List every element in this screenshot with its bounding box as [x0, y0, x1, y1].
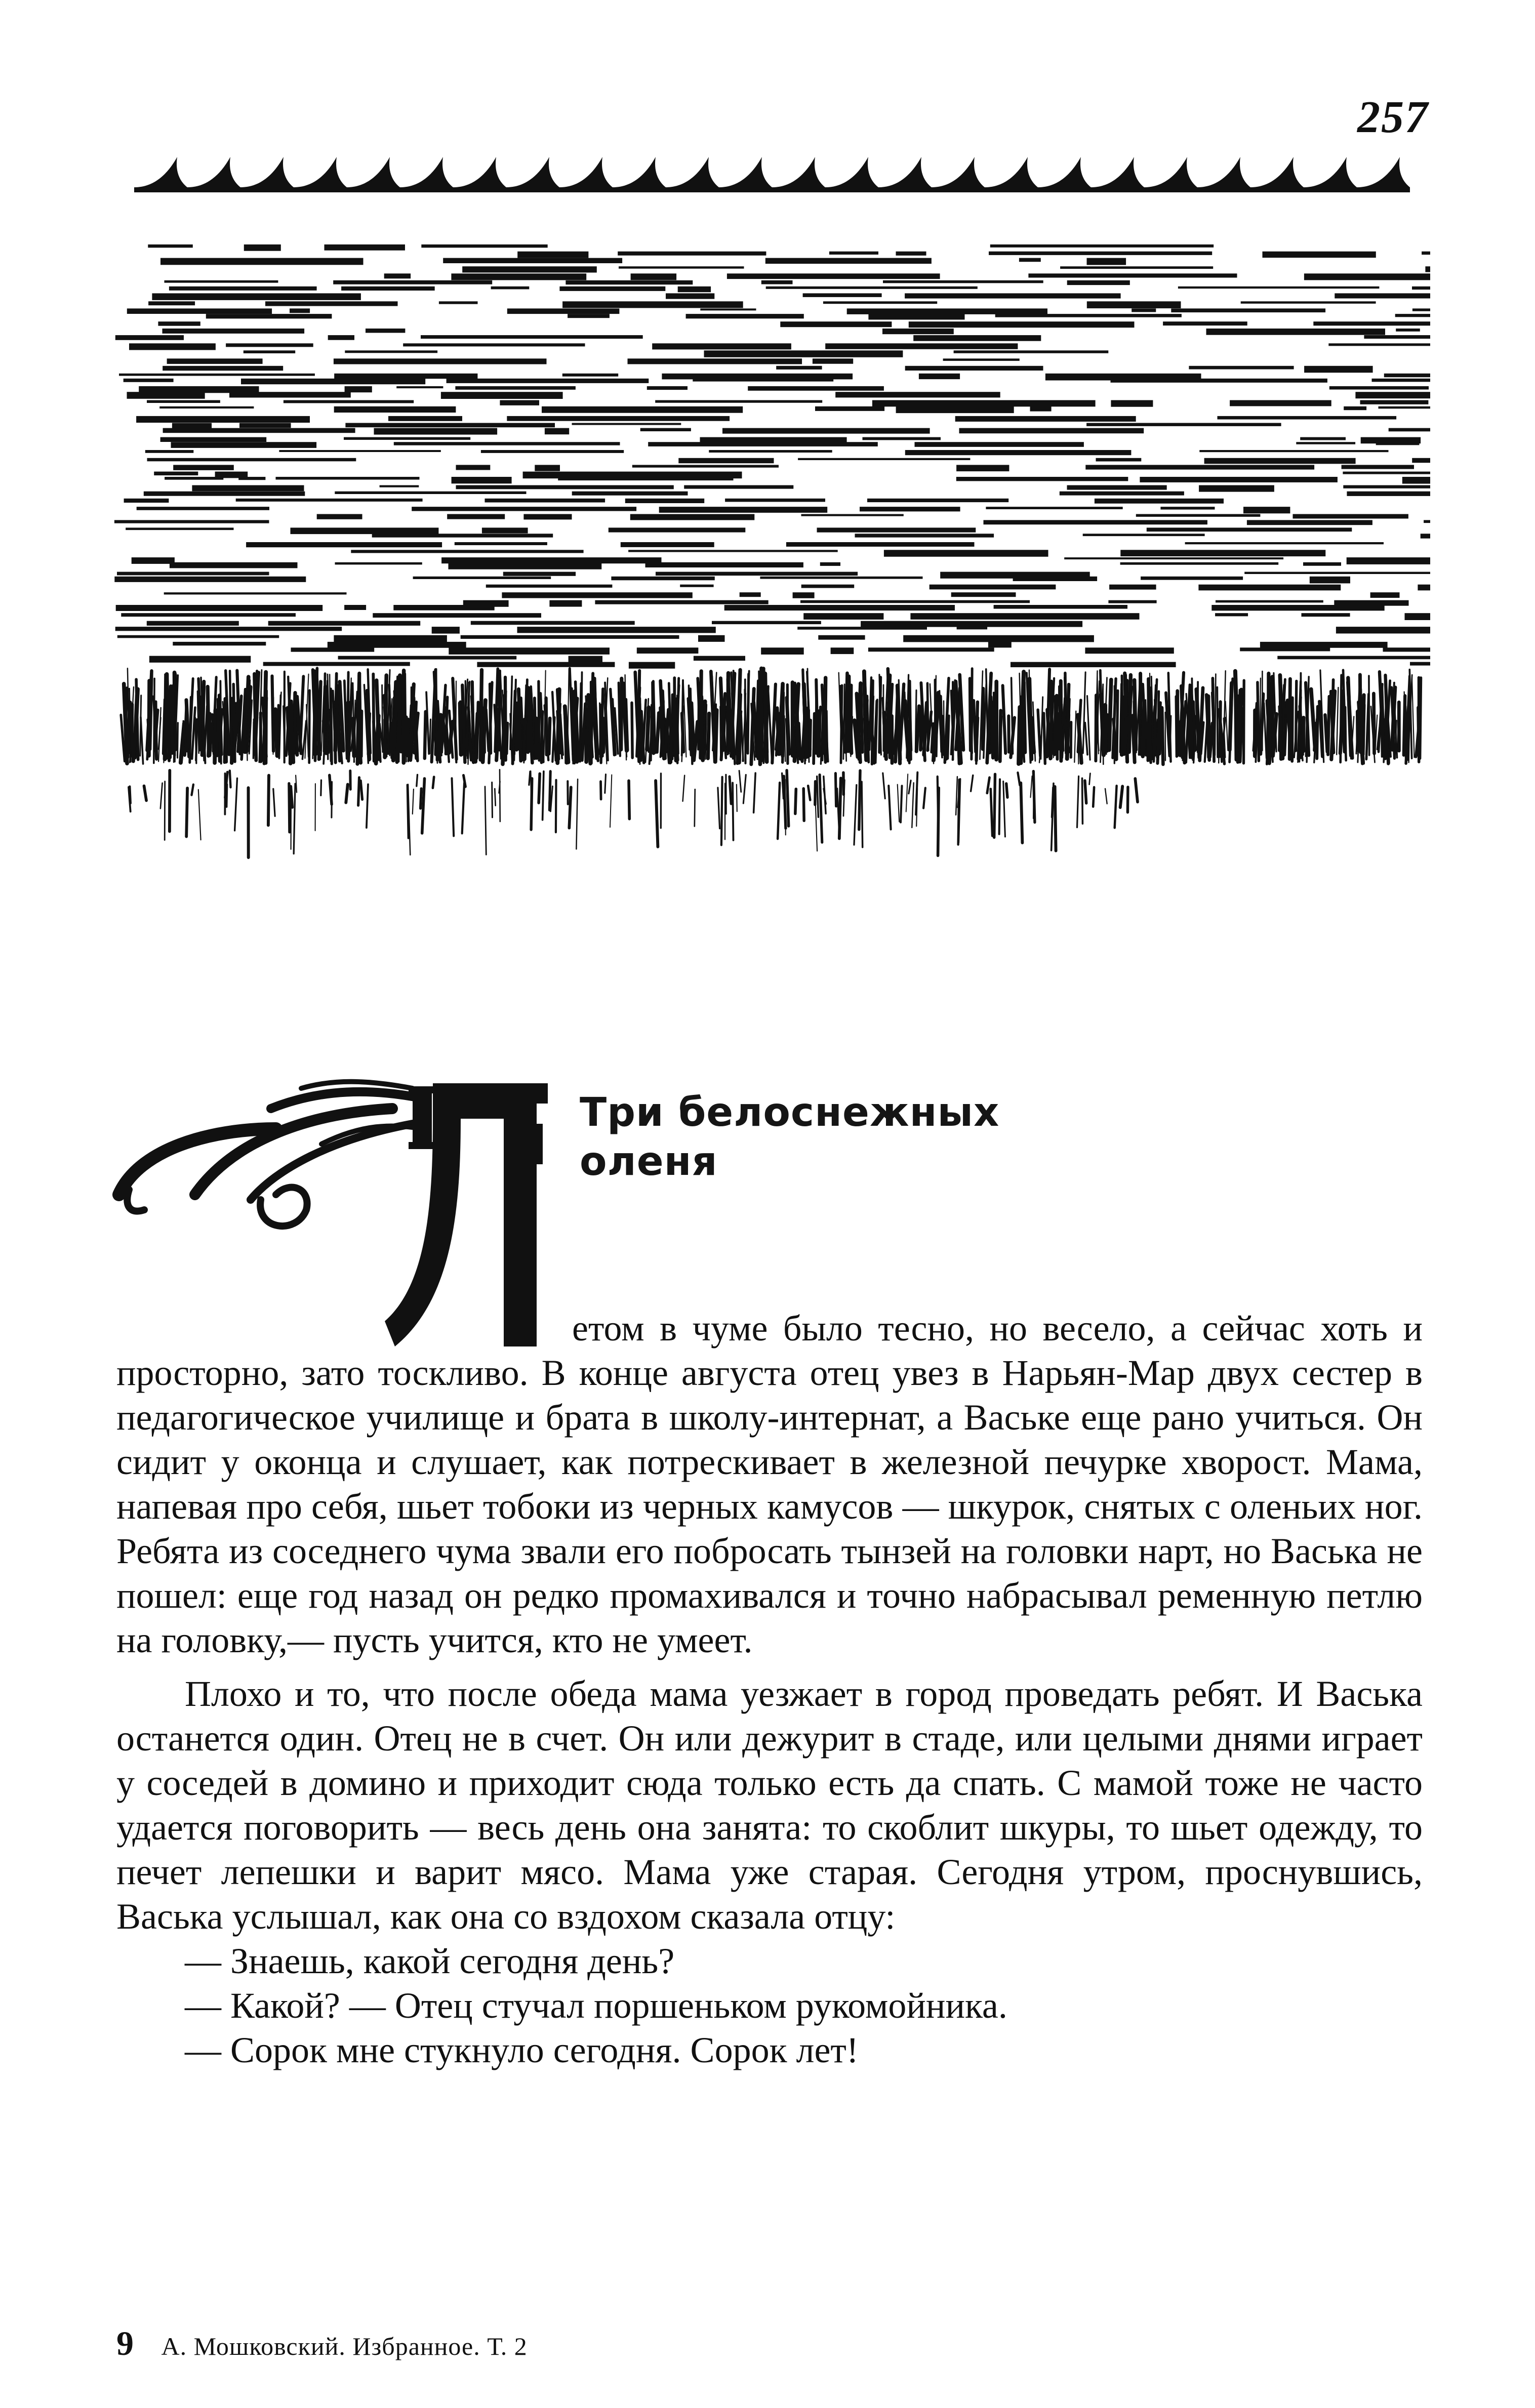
chapter-title — [580, 1088, 999, 1186]
dialogue-line-1: — Знаешь, какой сегодня день? — [185, 1941, 675, 1981]
chapter-title-line-2: оленя — [580, 1138, 718, 1185]
dialogue-line-2: — Какой? — Отец стучал поршеньком рукомойника. — [185, 1985, 1007, 2026]
signature-number: 9 — [116, 2324, 134, 2362]
chapter-title-line-1: Три белоснежных — [580, 1090, 1000, 1135]
tundra-landscape-illustration — [114, 233, 1430, 891]
dialogue-line-3: — Сорок мне стукнуло сегодня. Сорок лет! — [185, 2030, 859, 2070]
footer-text: А. Мошковский. Избранное. Т. 2 — [161, 2332, 528, 2360]
paragraph-2: Плохо и то, что после обеда мама уезжает в город проведать ребят. И Васька останется один. Отец не в счет. Он или дежурит в стаде, или целыми днями играет у соседей в домино и приходит сюда только есть да спать. С мамой тоже не часто удается поговорить — весь день она занята: то скоблит шкуры, то шьет одежду, то печет лепешки и варит мясо. Мама уже старая. Сегодня утром, проснувшись, Васька услышал, как она со вздохом сказала отцу: — [116, 1674, 1423, 1937]
page-number: 257 — [1357, 92, 1429, 142]
paragraph-1: етом в чуме было тесно, но весело, а сейчас хоть и просторно, зато тоскливо. В конце августа отец увез в Нарьян-Мар двух сестер в педагогическое училище и брата в школу-интернат, а Ваське еще рано учиться. Он сидит у оконца и слушает, как потрескивает в железной печурке хворост. Мама, напевая про себя, шьет тобоки из черных камусов — шкурок, снятых с оленьих ног. Ребята из соседнего чума звали его побросать тынзей на головки нарт, но Васька не пошел: еще год назад он редко промахивался и точно набрасывал ременную петлю на головку,— пусть учится, кто не умеет. — [116, 1308, 1423, 1660]
body-text — [116, 1306, 1423, 2072]
wave-border-icon — [134, 152, 1420, 197]
page-footer — [116, 2323, 528, 2363]
